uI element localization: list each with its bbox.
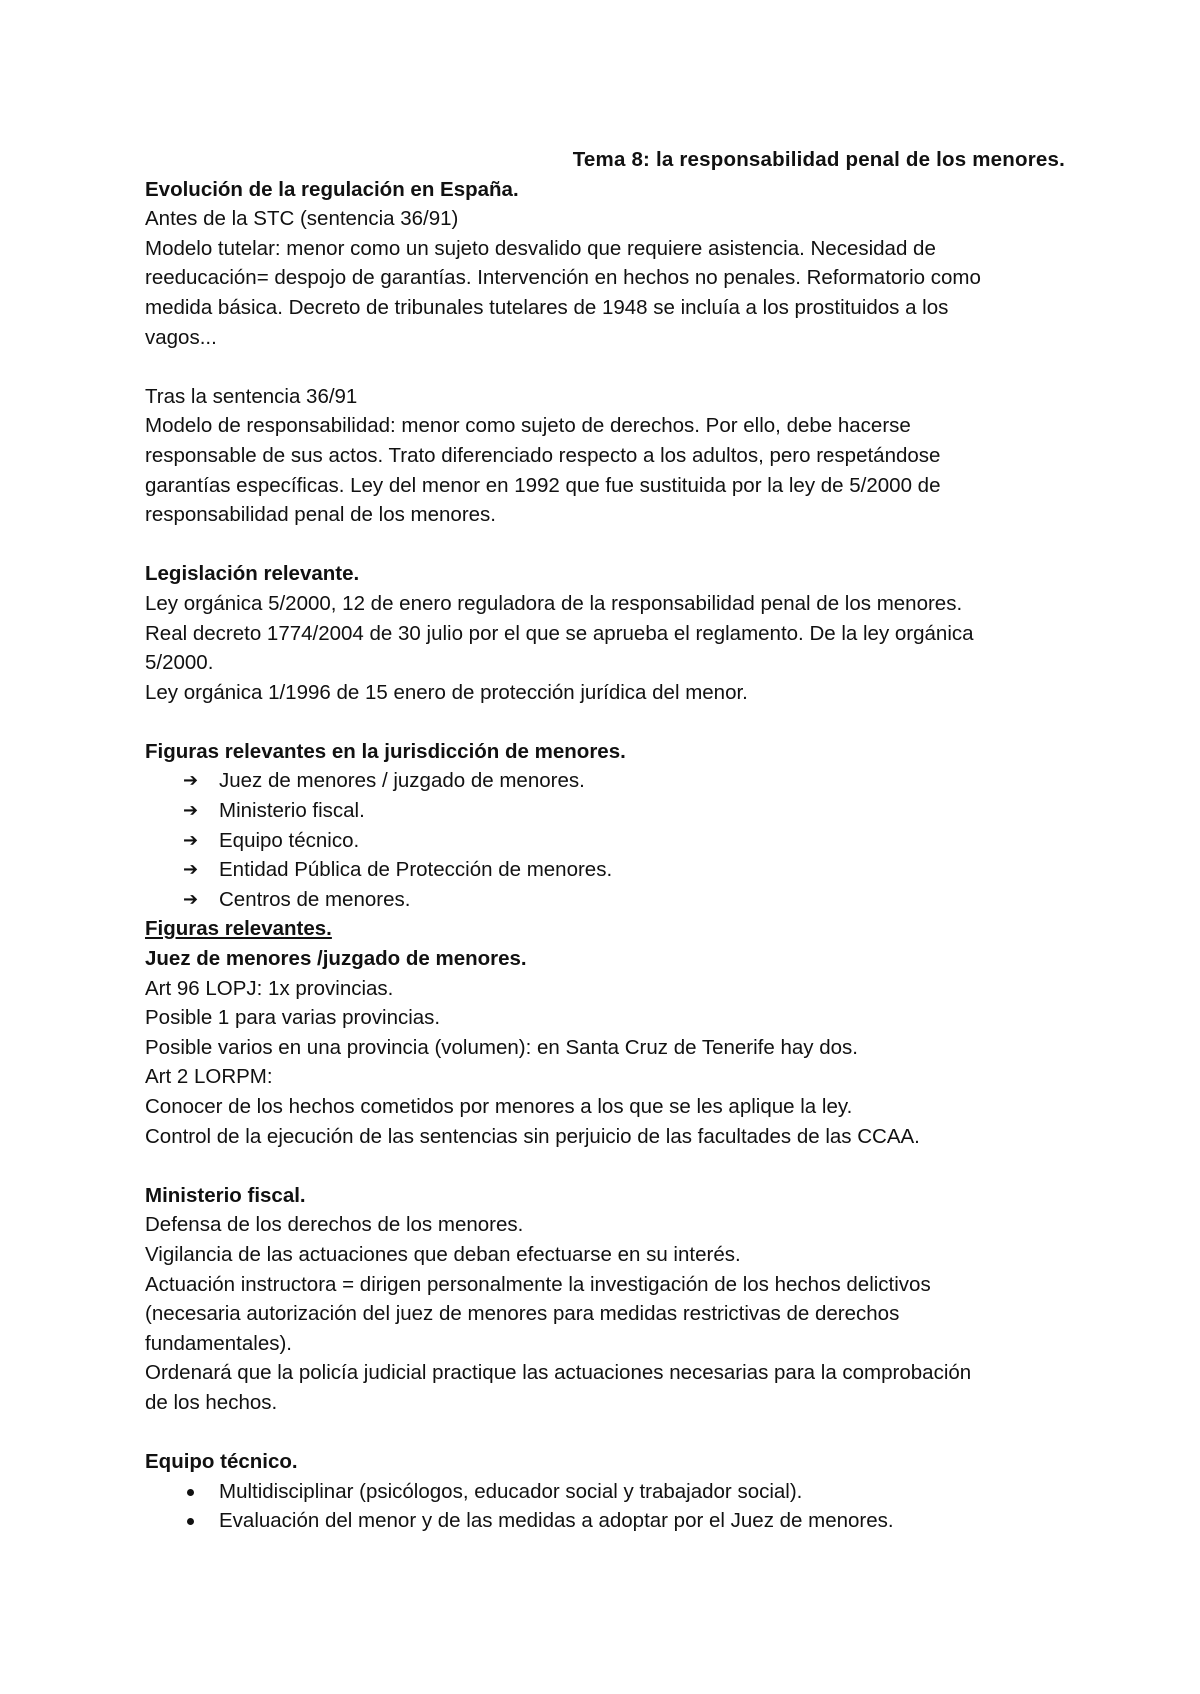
section-heading-equipo-tecnico: Equipo técnico. <box>145 1450 298 1474</box>
arrow-icon: ➔ <box>183 829 199 850</box>
paragraph-line: Defensa de los derechos de los menores. <box>145 1213 524 1237</box>
section-heading-evolucion: Evolución de la regulación en España. <box>145 177 519 201</box>
blank-line <box>145 352 1065 382</box>
document-page <box>145 145 1065 1536</box>
section-heading-figuras-relevantes: Figuras relevantes. <box>145 917 332 941</box>
arrow-list <box>145 766 1065 914</box>
subheading-juez-menores: Juez de menores /juzgado de menores. <box>145 947 527 971</box>
blank-line <box>145 1418 1065 1448</box>
paragraph-line: Actuación instructora = dirigen personalmente la investigación de los hechos delictivos <box>145 1272 931 1296</box>
paragraph-line: (necesaria autorización del juez de menores para medidas restrictivas de derechos <box>145 1302 900 1326</box>
paragraph-line: Ordenará que la policía judicial practique las actuaciones necesarias para la comprobación <box>145 1361 972 1385</box>
paragraph-line: Conocer de los hechos cometidos por menores a los que se les aplique la ley. <box>145 1095 853 1118</box>
section-heading-legislacion: Legislación relevante. <box>145 562 360 586</box>
paragraph-line: 5/2000. <box>145 651 214 675</box>
bullet-icon <box>187 1518 194 1525</box>
paragraph-line: Posible varios en una provincia (volumen): en Santa Cruz de Tenerife hay dos. <box>145 1035 858 1059</box>
list-item-text: Ministerio fiscal. <box>219 799 365 823</box>
paragraph-line: Vigilancia de las actuaciones que deban efectuarse en su interés. <box>145 1242 741 1266</box>
bullet-icon <box>187 1489 194 1496</box>
list-item <box>145 826 1065 856</box>
paragraph-line: Ley orgánica 5/2000, 12 de enero reguladora de la responsabilidad penal de los menores. <box>145 591 963 615</box>
paragraph-line: Tras la sentencia 36/91 <box>145 384 358 408</box>
section-heading-figuras-jurisdiccion: Figuras relevantes en la jurisdicción de menores. <box>145 739 626 763</box>
blank-line <box>145 707 1065 737</box>
paragraph-line: Modelo de responsabilidad: menor como sujeto de derechos. Por ello, debe hacerse <box>145 414 911 438</box>
list-item <box>145 885 1065 915</box>
list-item-text: Centros de menores. <box>219 887 411 911</box>
list-item <box>145 855 1065 885</box>
document-title: Tema 8: la responsabilidad penal de los menores. <box>572 148 1065 171</box>
arrow-icon: ➔ <box>183 859 199 880</box>
arrow-icon: ➔ <box>183 888 199 909</box>
paragraph-line: Art 96 LOPJ: 1x provincias. <box>145 976 394 1000</box>
paragraph-line: responsable de sus actos. Trato diferenciado respecto a los adultos, pero respetándose <box>145 443 941 467</box>
list-item <box>145 796 1065 826</box>
paragraph-line: Modelo tutelar: menor como un sujeto desvalido que requiere asistencia. Necesidad de <box>145 236 936 260</box>
list-item-text: Equipo técnico. <box>219 828 360 852</box>
arrow-icon: ➔ <box>183 770 199 791</box>
list-item <box>145 1506 1065 1536</box>
section-heading-ministerio-fiscal: Ministerio fiscal. <box>145 1183 306 1207</box>
paragraph-line: de los hechos. <box>145 1390 278 1414</box>
list-item-text: Juez de menores / juzgado de menores. <box>219 769 585 793</box>
paragraph-line: Art 2 LORPM: <box>145 1065 273 1089</box>
list-item <box>145 766 1065 796</box>
paragraph-line: garantías específicas. Ley del menor en 1992 que fue sustituida por la ley de 5/2000 de <box>145 473 941 497</box>
list-item-text: Evaluación del menor y de las medidas a adoptar por el Juez de menores. <box>219 1509 894 1533</box>
list-item <box>145 1477 1065 1507</box>
paragraph-line: vagos... <box>145 325 217 349</box>
paragraph-line: fundamentales). <box>145 1331 293 1355</box>
list-item-text: Entidad Pública de Protección de menores. <box>219 858 613 882</box>
paragraph-line: Antes de la STC (sentencia 36/91) <box>145 207 459 231</box>
bullet-list <box>145 1477 1065 1536</box>
paragraph-line: Control de la ejecución de las sentencias sin perjuicio de las facultades de las CCAA. <box>145 1124 920 1148</box>
paragraph-line: responsabilidad penal de los menores. <box>145 503 497 527</box>
blank-line <box>145 530 1065 560</box>
arrow-icon: ➔ <box>183 800 199 821</box>
paragraph-line: Ley orgánica 1/1996 de 15 enero de protección jurídica del menor. <box>145 680 748 704</box>
list-item-text: Multidisciplinar (psicólogos, educador social y trabajador social). <box>219 1479 803 1503</box>
paragraph-line: Posible 1 para varias provincias. <box>145 1006 441 1030</box>
paragraph-line: reeducación= despojo de garantías. Intervención en hechos no penales. Reformatorio como <box>145 266 981 290</box>
paragraph-line: Real decreto 1774/2004 de 30 julio por el que se aprueba el reglamento. De la ley orgánica <box>145 621 974 645</box>
blank-line <box>145 1151 1065 1181</box>
paragraph-line: medida básica. Decreto de tribunales tutelares de 1948 se incluía a los prostituidos a los <box>145 295 949 319</box>
